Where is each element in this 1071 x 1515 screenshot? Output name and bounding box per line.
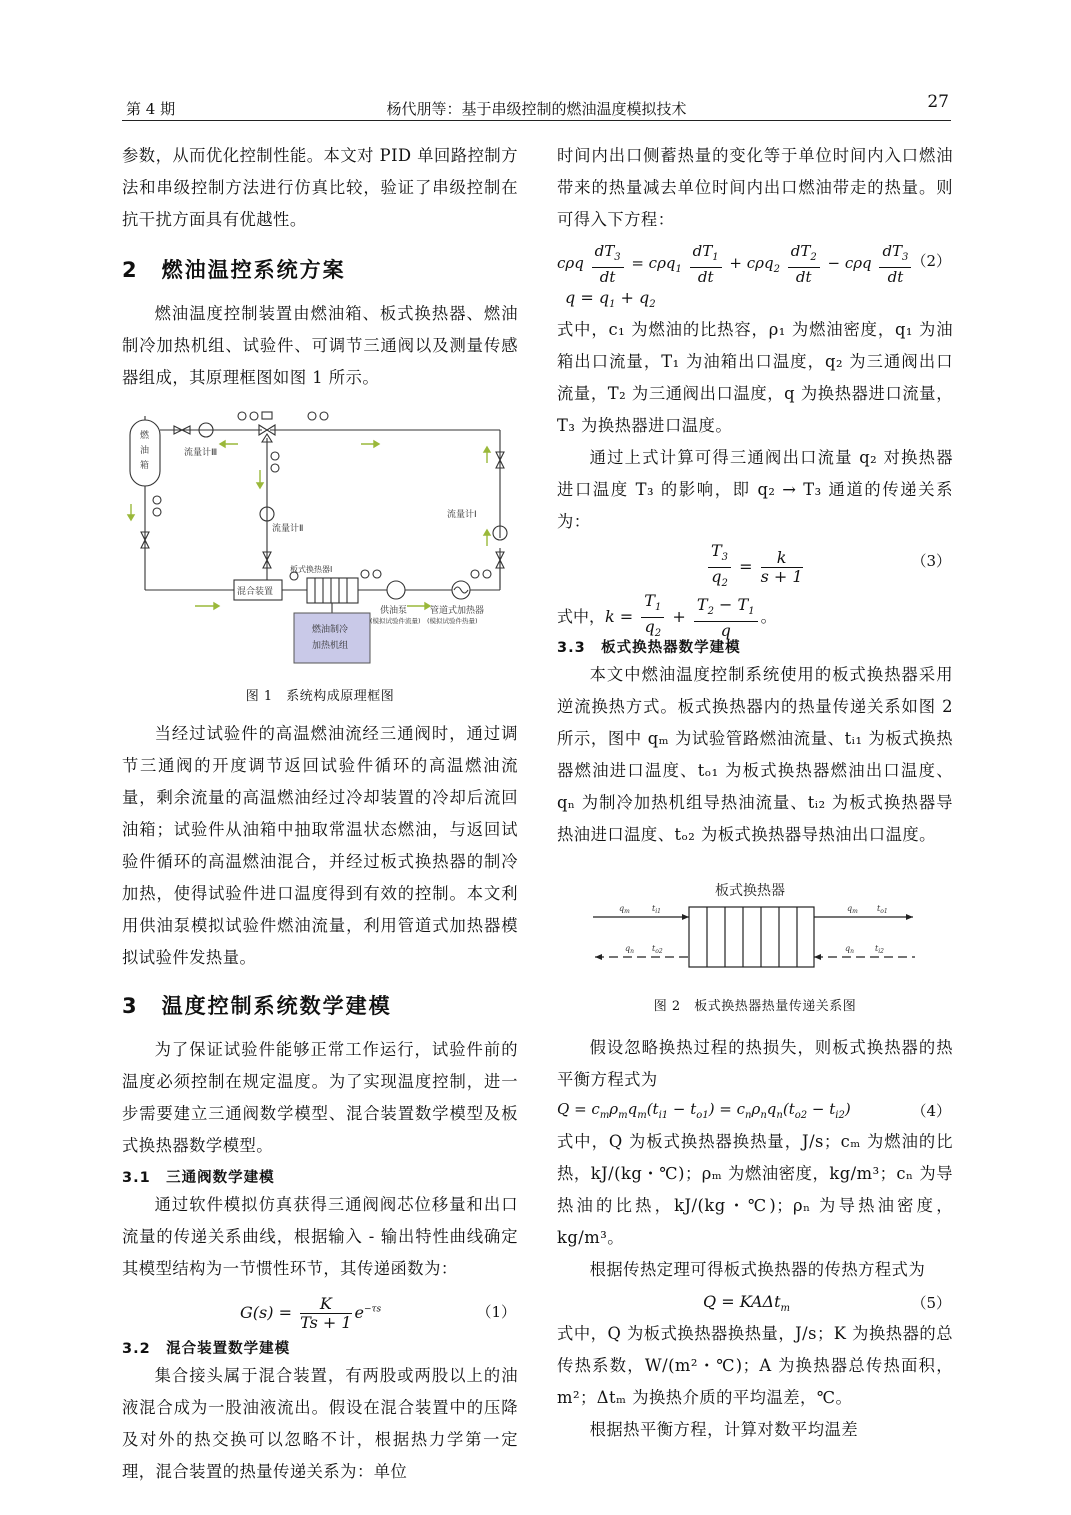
flowmeter-2-label: 流量计Ⅱ — [272, 524, 304, 534]
issue-number: 第 4 期 — [126, 100, 176, 118]
equation-4: $Q = c_m\rho_mq_m(t_{i1} - t_{o1}) = c_n\rho_nq_n(t_{o2} - t_{i2})$ （4） — [557, 1100, 951, 1121]
last-paragraph: 根据热平衡方程，计算对数平均温差 — [589, 1420, 859, 1439]
equation-1-number: （1） — [476, 1303, 516, 1321]
q2-paragraph: 通过上式计算可得三通阀出口流量 q₂ 对换热器进口温度 T₃ 的影响，即 q₂ → T₃ 通道的传递关系为： — [557, 448, 953, 531]
pump-label: 供油泵 — [380, 606, 408, 616]
section-2-heading: 2 燃油温控系统方案 — [122, 258, 346, 282]
subsection-3-1-heading: 3.1 三通阀数学建模 — [122, 1170, 275, 1186]
tank-label-1: 燃 — [140, 431, 150, 441]
equation-5-number: （5） — [911, 1294, 951, 1312]
heater-label: 管道式加热器 — [430, 606, 485, 616]
figure-2-title: 板式换热器 — [715, 883, 785, 899]
svg-text:to1: $t_{o1}$ — [877, 904, 888, 915]
equation-5-definitions: 式中，Q 为板式换热器换热量，J/s；K 为换热器的总传热系数，W/(m²・℃)；A 为换热器总传热面积，m²；Δtₘ 为换热介质的平均温差，℃。 — [557, 1324, 953, 1407]
figure-2-diagram — [557, 875, 953, 985]
equation-2-definitions: 式中，c₁ 为燃油的比热容，ρ₁ 为燃油密度，q₁ 为油箱出口流量，T₁ 为油箱出口温度，q₂ 为三通阀出口流量，T₂ 为三通阀出口温度，q 为换热器进口流量，T₃ 为换热器进口温度。 — [557, 320, 953, 435]
running-title: 杨代朋等：基于串级控制的燃油温度模拟技术 — [386, 100, 687, 118]
chiller-shape — [294, 613, 370, 663]
figure-2-after-paragraph: 假设忽略换热过程的热损失，则板式换热器的热平衡方程式为 — [557, 1038, 953, 1089]
svg-text:qm: $q_m$ — [847, 904, 858, 915]
heat-transfer-paragraph: 根据传热定理可得板式换热器的传热方程式为 — [589, 1260, 926, 1279]
pump-note: (模拟试验件流量) — [370, 617, 421, 625]
subsection-3-2-paragraph: 集合接头属于混合装置，有两股或两股以上的油液混合成为一股油液流出。假设在混合装置中的压降及对外的热交换可以忽略不计，根据热力学第一定理，混合装置的热量传递关系为：单位 — [122, 1366, 518, 1481]
heater-note: (模拟试验件热量) — [427, 617, 478, 625]
svg-text:ti1: $t_{i1}$ — [652, 904, 661, 915]
equation-2: cρq $\frac{dT_3}{dt}$ = cρq$_1$ $\frac{dT_1}{dt}$ + cρq$_2$ $\frac{dT_2}{dt}$ − cρq $\frac{dT_3}{dt}$ （2） — [557, 242, 951, 286]
left-column — [122, 140, 518, 1488]
pump-shape — [387, 581, 405, 599]
section-3-paragraph: 为了保证试验件能够正常工作运行，试验件前的温度必须控制在规定温度。为了实现温度控制，进一步需要建立三通阀数学模型、混合装置数学模型及板式换热器数学模型。 — [122, 1040, 518, 1155]
svg-text:to2: $t_{o2}$ — [652, 944, 663, 955]
figure-1-diagram — [122, 408, 518, 673]
subsection-3-3-paragraph: 本文中燃油温度控制系统使用的板式换热器采用逆流换热方式。板式换热器内的热量传递关系如图 2 所示，图中 qₘ 为试验管路燃油流量、tᵢ₁ 为板式换热器燃油进口温度、tₒ₁ 为板式换热器燃油出口温度、qₙ 为制冷加热机组导热油流量、tᵢ₂ 为板式换热器导热油进口温度、tₒ₂ 为板式换热器导热油出口温度。 — [557, 665, 953, 844]
phe-plates — [689, 907, 814, 967]
equation-5: Q = KAΔt$_m$ （5） — [703, 1292, 951, 1315]
svg-text:qn: $q_n$ — [845, 944, 854, 955]
flowmeter-3-label: 流量计Ⅲ — [184, 448, 218, 458]
intro-paragraph: 参数，从而优化控制性能。本文对 PID 单回路控制方法和串级控制方法进行仿真比较，验证了串级控制在抗干扰方面具有优越性。 — [122, 146, 518, 229]
svg-text:ti2: $t_{i2}$ — [875, 944, 884, 955]
mixer-label: 混合装置 — [237, 587, 274, 597]
subsection-3-2-heading: 3.2 混合装置数学建模 — [122, 1341, 291, 1357]
equation-1: G(s) = $\frac{K}{Ts + 1}$ $e^{-\tau s}$ （1） — [240, 1294, 516, 1332]
chiller-label-1: 燃油制冷 — [312, 625, 349, 635]
running-header — [122, 92, 951, 121]
equation-4-definitions: 式中，Q 为板式换热器换热量，J/s；cₘ 为燃油的比热，kJ/(kg・℃)；ρₘ 为燃油密度，kg/m³；cₙ 为导热油的比热，kJ/(kg・℃)；ρₙ 为导热油密度，kg/m³。 — [557, 1132, 953, 1247]
chiller-label-2: 加热机组 — [312, 641, 349, 651]
section-3-heading: 3 温度控制系统数学建模 — [122, 994, 392, 1018]
section-2-paragraph: 燃油温度控制装置由燃油箱、板式换热器、燃油制冷加热机组、试验件、可调节三通阀以及测量传感器组成，其原理框图如图 1 所示。 — [122, 304, 518, 387]
subsection-3-1-paragraph: 通过软件模拟仿真获得三通阀阀芯位移量和出口流量的传递关系曲线，根据输入 - 输出特性曲线确定其模型结构为一节惯性环节，其传递函数为： — [122, 1195, 518, 1278]
svg-text:qm: $q_m$ — [619, 904, 630, 915]
figure-2-caption: 图 2 板式换热器热量传递关系图 — [653, 999, 857, 1014]
equation-2-number: （2） — [911, 252, 951, 270]
svg-text:qn: $q_n$ — [625, 944, 634, 955]
right-column — [557, 140, 953, 1446]
page-number: 27 — [927, 92, 949, 112]
subsection-3-3-heading: 3.3 板式换热器数学建模 — [557, 640, 741, 656]
equation-3-number: （3） — [911, 552, 951, 570]
equation-4-number: （4） — [911, 1102, 951, 1120]
continued-paragraph: 时间内出口侧蓄热量的变化等于单位时间内入口燃油带来的热量减去单位时间内出口燃油带走的热量。则可得入下方程： — [557, 146, 953, 229]
equation-2b: $q = q_1 + q_2$ — [565, 288, 656, 311]
flowmeter-1-label: 流量计Ⅰ — [447, 510, 477, 520]
tank-label-3: 箱 — [140, 461, 150, 471]
equation-3: $\frac{T_3}{q_2}$ = $\frac{k}{s + 1}$ （3） — [557, 538, 953, 588]
figure-1-caption: 图 1 系统构成原理框图 — [245, 689, 395, 704]
phe-label: 板式换热器Ⅰ — [290, 565, 333, 574]
equation-3-k: 式中，k = $\frac{T_1}{q_2}$ + $\frac{T_2 - T_1}{q}$ 。 — [557, 591, 777, 640]
figure-1-after-paragraph: 当经过试验件的高温燃油流经三通阀时，通过调节三通阀的开度调节返回试验件循环的高温燃油流量，剩余流量的高温燃油经过冷却装置的冷却后流回油箱；试验件从油箱中抽取常温状态燃油，与返回试验件循环的高温燃油混合，并经过板式换热器的制冷加热，使得试验件进口温度得到有效的控制。本文利用供油泵模拟试验件燃油流量，利用管道式加热器模拟试验件发热量。 — [122, 724, 518, 967]
tank-label-2: 油 — [140, 446, 150, 456]
